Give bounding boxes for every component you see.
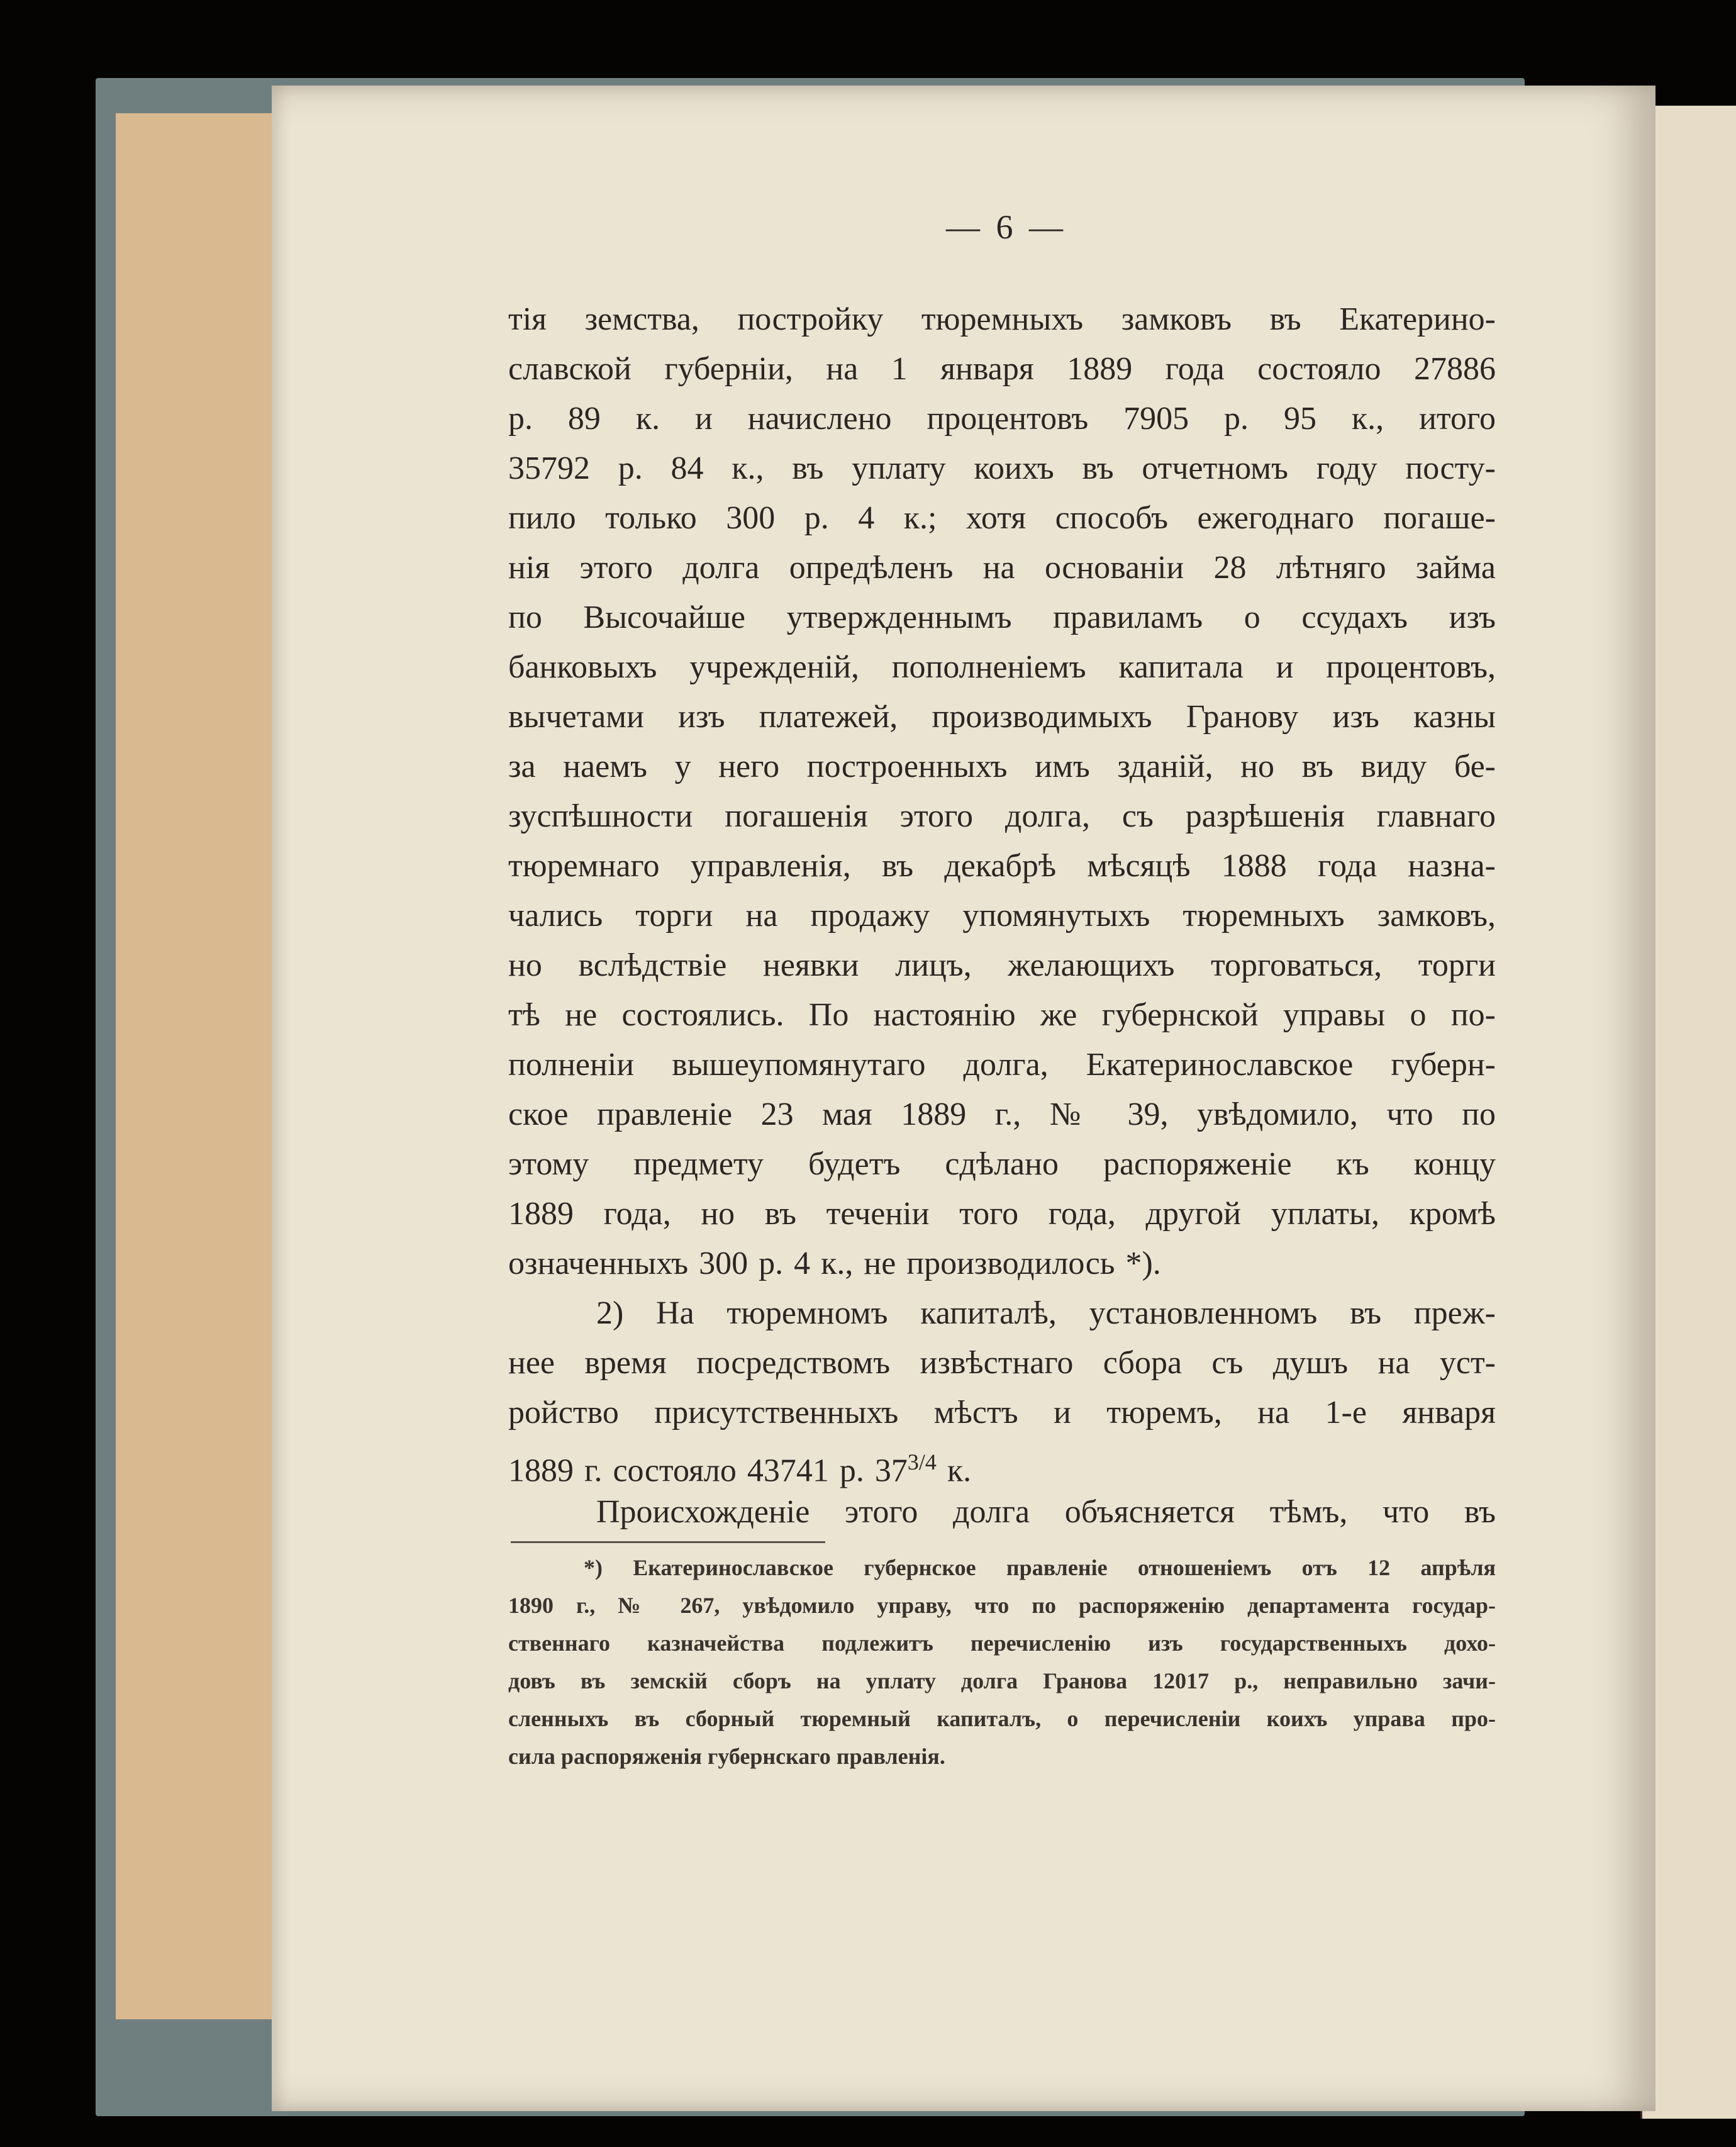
- footnote-line: сила распоряженія губернскаго правленія.: [508, 1744, 945, 1769]
- text-segment: 1889 г. состояло 43741 р. 37: [508, 1453, 908, 1489]
- text-line: тѣ не состоялись. По настоянію же губернской управы о по-: [508, 997, 1496, 1033]
- text-line: Происхожденіе этого долга объясняется тѣмъ, что въ: [596, 1494, 1496, 1530]
- text-line: ское правленіе 23 мая 1889 г., № 39, увѣдомило, что по: [508, 1096, 1496, 1132]
- text-line: чались торги на продажу упомянутыхъ тюремныхъ замковъ,: [508, 898, 1496, 934]
- text-line: р. 89 к. и начислено процентовъ 7905 р. 95 к., итого: [508, 401, 1496, 437]
- text-line: этому предмету будетъ сдѣлано распоряженіе къ концу: [508, 1146, 1496, 1182]
- footnote-line: *) Екатеринославское губернское правленіе отношеніемъ отъ 12 апрѣля: [584, 1555, 1496, 1580]
- text-line: 2) На тюремномъ капиталѣ, установленномъ въ преж-: [596, 1295, 1496, 1331]
- text-line: зуспѣшности погашенія этого долга, съ разрѣшенія главнаго: [508, 798, 1496, 834]
- text-line: тюремнаго управленія, въ декабрѣ мѣсяцѣ 1888 года назна-: [508, 848, 1496, 884]
- text-line: за наемъ у него построенныхъ имъ зданій, но въ виду бе-: [508, 749, 1496, 784]
- text-line: славской губерніи, на 1 января 1889 года состояло 27886: [508, 351, 1496, 387]
- text-line: по Высочайше утвержденнымъ правиламъ о ссудахъ изъ: [508, 599, 1496, 635]
- footnote-line: сленныхъ въ сборный тюремный капиталъ, о перечисленіи коихъ управа про-: [508, 1706, 1496, 1731]
- text-line: нія этого долга опредѣленъ на основаніи 28 лѣтняго займа: [508, 550, 1496, 586]
- footnote: [508, 1549, 1496, 1775]
- text-line: 35792 р. 84 к., въ уплату коихъ въ отчетномъ году посту-: [508, 450, 1496, 486]
- body-text: [508, 294, 1496, 1537]
- fraction: 3/4: [907, 1449, 937, 1475]
- text-line: нее время посредствомъ извѣстнаго сбора съ душъ на уст-: [508, 1345, 1496, 1381]
- footnote-line: ственнаго казначейства подлежитъ перечисленію изъ государственныхъ дохо-: [508, 1631, 1496, 1656]
- endpaper: [116, 113, 286, 2019]
- text-line: банковыхъ учрежденій, пополненіемъ капитала и процентовъ,: [508, 649, 1496, 685]
- text-line: тія земства, постройку тюремныхъ замковъ въ Екатерино-: [508, 301, 1496, 337]
- text-line: 1889 года, но въ теченіи того года, другой уплаты, кромѣ: [508, 1196, 1496, 1232]
- page-number: — 6 —: [946, 208, 1067, 246]
- footnote-line: довъ въ земскій сборъ на уплату долга Гранова 12017 р., неправильно зачи-: [508, 1668, 1496, 1693]
- text-segment: к.: [936, 1453, 972, 1489]
- footnote-line: 1890 г., № 267, увѣдомило управу, что по распоряженію департамента государ-: [508, 1593, 1496, 1618]
- text-line: вычетами изъ платежей, производимыхъ Гранову изъ казны: [508, 699, 1496, 735]
- text-line-with-fraction: [508, 1437, 1496, 1487]
- text-line: ройство присутственныхъ мѣстъ и тюремъ, на 1-е января: [508, 1395, 1496, 1430]
- text-line: пило только 300 р. 4 к.; хотя способъ ежегоднаго погаше-: [508, 500, 1496, 536]
- text-line: означенныхъ 300 р. 4 к., не производилось *).: [508, 1246, 1161, 1281]
- text-line: полненіи вышеупомянутаго долга, Екатеринославское губерн-: [508, 1047, 1496, 1083]
- text-line: но вслѣдствіе неявки лицъ, желающихъ торговаться, торги: [508, 947, 1496, 983]
- footnote-divider: [511, 1541, 825, 1543]
